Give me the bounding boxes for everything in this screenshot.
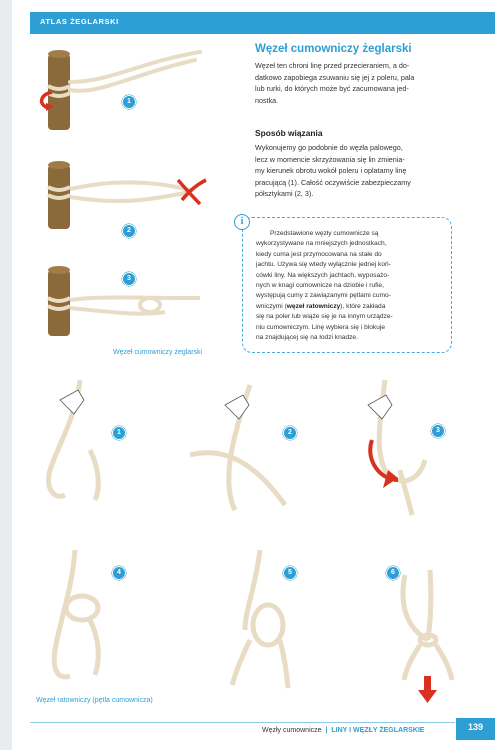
rope-line xyxy=(70,192,190,201)
method-line: lecz w momencie skrzyżowania się lin zmienia- xyxy=(255,154,405,164)
method-paragraph xyxy=(255,142,450,200)
intro-paragraph xyxy=(255,60,450,106)
method-line: Wykonujemy go podobnie do węzła palowego, xyxy=(255,143,403,152)
step-badge-1: 1 xyxy=(122,95,136,109)
post-top xyxy=(48,50,70,58)
footer-chapter: Węzły cumownicze xyxy=(262,727,322,734)
bowline-step-badge-2: 2 xyxy=(283,426,297,440)
bowline-step-badge-6: 6 xyxy=(386,566,400,580)
footer-separator: | xyxy=(325,727,328,734)
hand xyxy=(60,390,84,414)
info-line: kiedy cuma jest przymocowana na stałe do xyxy=(256,250,382,258)
info-line-fragment: ), które zakłada xyxy=(340,302,386,310)
post-top xyxy=(48,266,70,274)
bowline-step-illustrations xyxy=(49,380,452,703)
bowline-step-badge-3: 3 xyxy=(431,424,445,438)
rope-loop xyxy=(253,605,283,645)
method-line: pracującą (1). Całość oczywiście zabezpieczamy xyxy=(255,177,411,187)
rope-line xyxy=(54,550,75,677)
info-text xyxy=(256,229,444,343)
rope-line xyxy=(403,575,428,640)
pull-arrow xyxy=(424,676,431,690)
half-hitch xyxy=(140,298,160,312)
rope-line xyxy=(70,182,190,190)
post-1-illustration xyxy=(42,50,200,130)
footer-text xyxy=(262,727,424,734)
info-line: jachtu. Używa się wtedy wyłącznie jednej koń- xyxy=(256,261,391,269)
intro-line: datkowo zapobiega zsuwaniu się jej z poleru, pala xyxy=(255,72,415,82)
article-title: Węzeł cumowniczy żeglarski xyxy=(255,43,412,55)
hand xyxy=(368,395,392,419)
info-line: niu cumowniczym. Linę wybiera się i blokuje xyxy=(256,323,385,331)
step-badge-2: 2 xyxy=(122,224,136,238)
step-badge-3: 3 xyxy=(122,272,136,286)
footer-rule xyxy=(30,722,455,723)
rope-line xyxy=(404,645,420,680)
method-line: półsztykami (2, 3). xyxy=(255,189,314,198)
info-line-with-term xyxy=(256,302,444,312)
footer-section: LINY I WĘZŁY ŻEGLARSKIE xyxy=(331,727,425,734)
rope-loop xyxy=(66,596,98,620)
info-icon: i xyxy=(234,214,250,230)
highlighted-term: węzeł ratowniczy xyxy=(286,302,341,310)
bottom-figure-caption: Węzeł ratowniczy (pętla cumownicza) xyxy=(36,697,153,704)
rope-line xyxy=(90,620,98,675)
info-line: Przedstawione węzły cumownicze są xyxy=(270,230,379,237)
direction-arrow xyxy=(370,440,398,480)
intro-line: Węzeł ten chroni linę przed przecieraniem, a do- xyxy=(255,61,410,70)
rope-line xyxy=(190,453,285,505)
rope-line xyxy=(70,298,200,301)
info-line: nych w knagi cumownicze na dziobie i rufie, xyxy=(256,282,384,290)
method-line: my kierunek obrotu wokół poleru i oplatamy linę xyxy=(255,166,407,175)
page-number: 139 xyxy=(467,722,484,732)
rope-line xyxy=(436,645,452,680)
rope-line xyxy=(90,450,98,500)
top-figure-caption: Węzeł cumowniczy żeglarski xyxy=(113,349,203,356)
intro-line: nostka. xyxy=(255,95,279,105)
arrow-head xyxy=(418,690,437,703)
info-line: na znajdującej się na łodzi knadze. xyxy=(256,334,358,342)
info-line: cówki liny. Na większych jachtach, wyposażo- xyxy=(256,271,390,279)
rope-line xyxy=(428,570,431,640)
rope-line xyxy=(280,640,288,688)
rope-line xyxy=(70,60,195,91)
method-heading: Sposób wiązania xyxy=(255,128,323,138)
info-line: wykorzystywane na mniejszych jednostkach, xyxy=(256,240,387,248)
header-section-title: ATLAS ŻEGLARSKI xyxy=(40,17,119,26)
info-line-fragment: wniczymi ( xyxy=(256,302,287,310)
hand xyxy=(225,395,249,419)
info-line: występują cumy z zawiązanymi pętlami cumo- xyxy=(256,292,391,300)
info-line: się na poler lub wiąże się je na innym urządze- xyxy=(256,313,393,321)
rope-line xyxy=(232,640,250,685)
post-2-illustration xyxy=(48,161,206,229)
bowline-step-badge-4: 4 xyxy=(112,566,126,580)
bowline-step-badge-1: 1 xyxy=(112,426,126,440)
intro-line: lub rurki, do których może być zacumowana jed- xyxy=(255,84,409,93)
bowline-step-badge-5: 5 xyxy=(283,566,297,580)
post-top xyxy=(48,161,70,169)
